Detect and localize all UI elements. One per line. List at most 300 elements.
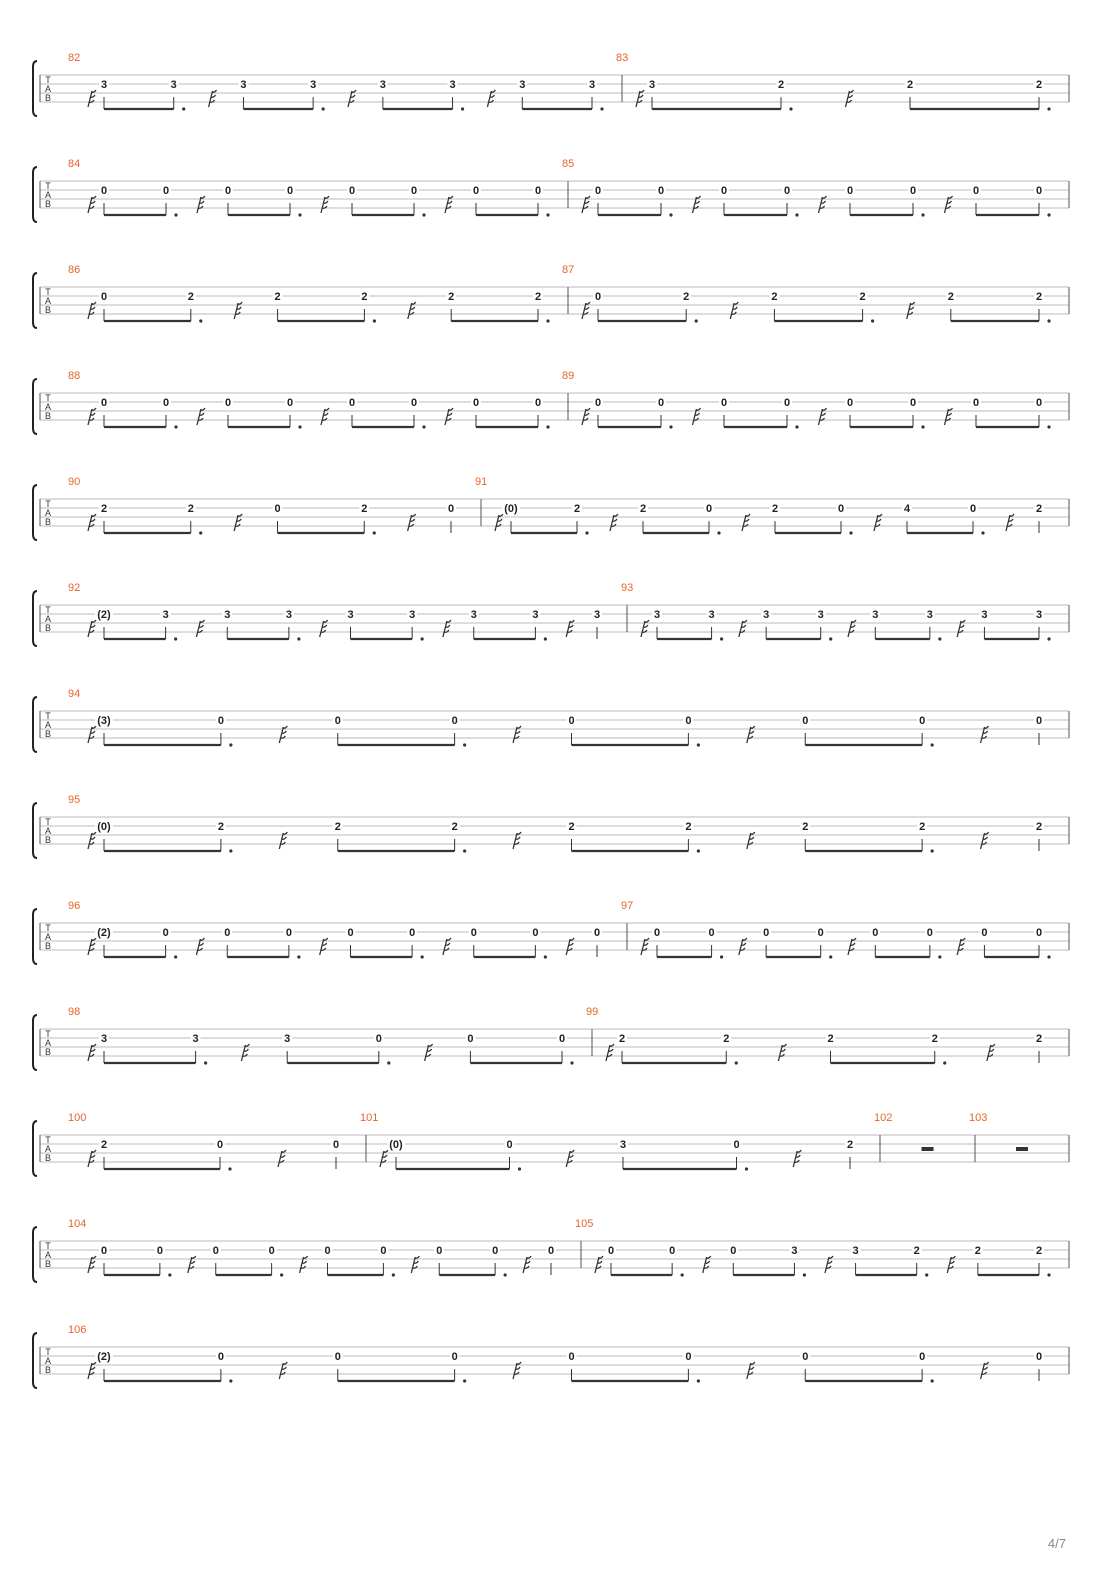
fret-number: 2	[568, 821, 575, 833]
fret-number: 0	[447, 503, 455, 515]
tab-clef-letter: A	[44, 720, 52, 730]
system-bracket	[33, 61, 37, 116]
fret-number: 2	[274, 291, 281, 303]
dotted-note-dot	[981, 531, 984, 534]
system-bracket	[33, 1121, 37, 1176]
fret-number: 3	[100, 1033, 108, 1045]
fret-number: 0	[657, 185, 665, 197]
fret-number: 0	[685, 715, 692, 727]
fret-number: 3	[532, 609, 539, 621]
measure-number: 91	[475, 476, 488, 488]
fret-number: 3	[981, 609, 988, 621]
dotted-note-dot	[921, 425, 924, 428]
dotted-note-dot	[925, 1273, 928, 1276]
fret-number: 0	[919, 1351, 926, 1363]
system-bracket	[33, 485, 37, 540]
dotted-note-dot	[392, 1273, 395, 1276]
fret-number: 3	[872, 609, 879, 621]
fret-number: 2	[771, 503, 779, 515]
tab-clef-letter: T	[45, 711, 51, 721]
system-bracket	[33, 909, 37, 964]
fret-number: 3	[593, 609, 601, 621]
fret-number: 0	[409, 927, 416, 939]
dotted-note-dot	[931, 743, 934, 746]
dotted-note-dot	[463, 849, 466, 852]
tab-clef-letter: A	[44, 84, 52, 94]
fret-number: 0	[1035, 185, 1043, 197]
tab-clef-letter: A	[44, 402, 52, 412]
fret-number: 2	[361, 291, 368, 303]
fret-number: 2	[1035, 1033, 1043, 1045]
fret-number: 0	[217, 1351, 224, 1363]
tab-clef-letter: A	[44, 1356, 52, 1366]
fret-number: 2	[100, 1139, 108, 1151]
fret-number: 0	[217, 715, 224, 727]
tab-clef-letter: B	[44, 835, 52, 845]
fret-number: 0	[348, 397, 356, 409]
fret-number: 0	[909, 185, 917, 197]
fret-number: 3	[470, 609, 477, 621]
tab-clef-letter: B	[44, 93, 52, 103]
fret-number: 0	[1035, 1351, 1043, 1363]
dotted-note-dot	[931, 849, 934, 852]
fret-number: 0	[324, 1245, 331, 1257]
dotted-note-dot	[1047, 213, 1050, 216]
fret-number: 0	[972, 397, 980, 409]
dotted-note-dot	[373, 531, 376, 534]
dotted-note-dot	[943, 1061, 946, 1064]
fret-number: 2	[534, 291, 542, 303]
dotted-note-dot	[570, 1061, 573, 1064]
dotted-note-dot	[921, 213, 924, 216]
fret-number: 0	[783, 397, 791, 409]
tab-clef-letter: A	[44, 932, 52, 942]
fret-number: 3	[763, 609, 770, 621]
fret-number: 2	[771, 291, 778, 303]
measure-number: 88	[68, 370, 81, 382]
dotted-note-dot	[849, 531, 852, 534]
fret-number: 0	[286, 397, 294, 409]
fret-number: 0	[594, 397, 602, 409]
tab-clef-letter: B	[44, 941, 52, 951]
fret-number: 0	[783, 185, 791, 197]
fret-number: 0	[334, 1351, 341, 1363]
fret-number: (2)	[97, 1351, 111, 1363]
fret-number: 0	[334, 715, 341, 727]
dotted-note-dot	[174, 955, 177, 958]
dotted-note-dot	[546, 319, 549, 322]
measure-number: 97	[621, 900, 634, 912]
fret-number: 0	[347, 927, 354, 939]
dotted-note-dot	[795, 425, 798, 428]
fret-number: 3	[588, 79, 596, 91]
dotted-note-dot	[168, 1273, 171, 1276]
system-bracket	[33, 167, 37, 222]
dotted-note-dot	[298, 425, 301, 428]
fret-number: (2)	[97, 927, 111, 939]
fret-number: 0	[212, 1245, 219, 1257]
fret-number: 0	[607, 1245, 615, 1257]
dotted-note-dot	[871, 319, 874, 322]
fret-number: 0	[348, 185, 356, 197]
system-bracket	[33, 591, 37, 646]
dotted-note-dot	[199, 531, 202, 534]
tab-clef-letter: B	[44, 517, 52, 527]
tab-clef-letter: B	[44, 199, 52, 209]
fret-number: 2	[639, 503, 647, 515]
dotted-note-dot	[720, 637, 723, 640]
dotted-note-dot	[297, 955, 300, 958]
fret-number: 0	[156, 1245, 163, 1257]
dotted-note-dot	[681, 1273, 684, 1276]
tab-clef-letter: T	[45, 923, 51, 933]
fret-number: 3	[519, 79, 526, 91]
fret-number: (0)	[97, 821, 111, 833]
fret-number: 0	[657, 397, 665, 409]
fret-number: 2	[1035, 821, 1043, 833]
fret-number: 0	[846, 397, 854, 409]
tab-clef-letter: A	[44, 614, 52, 624]
fret-number: 2	[1035, 291, 1043, 303]
fret-number: 0	[733, 1139, 740, 1151]
fret-number: 2	[334, 821, 341, 833]
system-bracket	[33, 1333, 37, 1388]
tab-clef-letter: B	[44, 305, 52, 315]
dotted-note-dot	[669, 425, 672, 428]
fret-number: 0	[926, 927, 933, 939]
fret-number: 0	[285, 927, 292, 939]
fret-number: 3	[285, 609, 292, 621]
dotted-note-dot	[931, 1379, 934, 1382]
fret-number: 2	[919, 821, 926, 833]
dotted-note-dot	[174, 213, 177, 216]
measure-number: 99	[586, 1006, 599, 1018]
tab-clef-letter: T	[45, 75, 51, 85]
fret-number: 3	[648, 79, 656, 91]
dotted-note-dot	[585, 531, 588, 534]
fret-number: 0	[380, 1245, 387, 1257]
measure-number: 85	[562, 158, 575, 170]
fret-number: 0	[224, 185, 232, 197]
fret-number: 2	[723, 1033, 730, 1045]
fret-number: 0	[1035, 397, 1043, 409]
fret-number: 3	[852, 1245, 859, 1257]
fret-number: (0)	[504, 503, 518, 515]
fret-number: 0	[837, 503, 845, 515]
fret-number: 0	[708, 927, 715, 939]
dotted-note-dot	[421, 637, 424, 640]
fret-number: 0	[981, 927, 988, 939]
tab-clef-letter: B	[44, 623, 52, 633]
fret-number: 0	[451, 1351, 458, 1363]
fret-number: 0	[472, 185, 480, 197]
fret-number: 0	[410, 185, 418, 197]
measure-number: 93	[621, 582, 634, 594]
dotted-note-dot	[504, 1273, 507, 1276]
fret-number: 0	[224, 397, 232, 409]
fret-number: 2	[827, 1033, 834, 1045]
fret-number: 3	[619, 1139, 627, 1151]
fret-number: 2	[217, 821, 224, 833]
fret-number: 3	[379, 79, 386, 91]
fret-number: 0	[162, 397, 170, 409]
fret-number: 3	[1035, 609, 1043, 621]
fret-number: 3	[409, 609, 416, 621]
fret-number: 0	[224, 927, 231, 939]
fret-number: 0	[594, 291, 602, 303]
fret-number: 0	[972, 185, 980, 197]
tab-clef-letter: A	[44, 1250, 52, 1260]
fret-number: 3	[310, 79, 317, 91]
fret-number: 2	[913, 1245, 920, 1257]
fret-number: 0	[100, 397, 108, 409]
fret-number: 2	[187, 291, 194, 303]
fret-number: 0	[274, 503, 281, 515]
dotted-note-dot	[669, 213, 672, 216]
dotted-note-dot	[717, 531, 720, 534]
dotted-note-dot	[322, 107, 325, 110]
dotted-note-dot	[829, 955, 832, 958]
fret-number: 3	[192, 1033, 199, 1045]
dotted-note-dot	[229, 743, 232, 746]
fret-number: 0	[472, 397, 480, 409]
fret-number: (0)	[389, 1139, 403, 1151]
fret-number: 2	[448, 291, 455, 303]
system-bracket	[33, 273, 37, 328]
fret-number: 2	[618, 1033, 626, 1045]
measure-number: 90	[68, 476, 81, 488]
fret-number: 0	[919, 715, 926, 727]
measure-number: 96	[68, 900, 81, 912]
dotted-note-dot	[174, 425, 177, 428]
tab-clef-letter: B	[44, 1153, 52, 1163]
dotted-note-dot	[546, 425, 549, 428]
measure-number: 92	[68, 582, 81, 594]
measure-number: 101	[360, 1112, 379, 1124]
fret-number: 0	[100, 185, 108, 197]
fret-number: 4	[903, 503, 911, 515]
fret-number: 2	[361, 503, 368, 515]
whole-rest-symbol	[1016, 1147, 1028, 1151]
dotted-note-dot	[544, 637, 547, 640]
tab-clef-letter: A	[44, 508, 52, 518]
fret-number: 0	[653, 927, 661, 939]
fret-number: 0	[720, 397, 728, 409]
dotted-note-dot	[600, 107, 603, 110]
measure-number: 94	[68, 688, 81, 700]
measure-number: 95	[68, 794, 81, 806]
tab-clef-letter: T	[45, 181, 51, 191]
system-bracket	[33, 1227, 37, 1282]
fret-number: 2	[1035, 503, 1043, 515]
dotted-note-dot	[298, 213, 301, 216]
fret-number: 2	[1035, 1245, 1043, 1257]
dotted-note-dot	[421, 955, 424, 958]
fret-number: 0	[492, 1245, 499, 1257]
fret-number: 0	[436, 1245, 443, 1257]
fret-number: 0	[410, 397, 418, 409]
fret-number: 3	[284, 1033, 291, 1045]
fret-number: 3	[224, 609, 231, 621]
tab-clef-letter: B	[44, 1365, 52, 1375]
fret-number: 3	[100, 79, 108, 91]
fret-number: 0	[763, 927, 770, 939]
fret-number: 0	[669, 1245, 676, 1257]
measure-number: 100	[68, 1112, 87, 1124]
fret-number: 2	[846, 1139, 854, 1151]
fret-number: 0	[534, 185, 542, 197]
dotted-note-dot	[182, 107, 185, 110]
tab-clef-letter: B	[44, 1047, 52, 1057]
dotted-note-dot	[697, 1379, 700, 1382]
measure-number: 104	[68, 1218, 87, 1230]
dotted-note-dot	[463, 1379, 466, 1382]
fret-number: 3	[708, 609, 715, 621]
fret-number: (2)	[97, 609, 111, 621]
system-bracket	[33, 1015, 37, 1070]
tab-clef-letter: T	[45, 817, 51, 827]
tab-clef-letter: T	[45, 1135, 51, 1145]
dotted-note-dot	[463, 743, 466, 746]
dotted-note-dot	[938, 637, 941, 640]
tab-clef-letter: A	[44, 1038, 52, 1048]
measure-number: 105	[575, 1218, 594, 1230]
fret-number: 0	[547, 1245, 555, 1257]
fret-number: 0	[470, 927, 477, 939]
fret-number: 2	[683, 291, 690, 303]
dotted-note-dot	[1047, 637, 1050, 640]
dotted-note-dot	[518, 1167, 521, 1170]
fret-number: 2	[906, 79, 914, 91]
tab-clef-letter: B	[44, 729, 52, 739]
dotted-note-dot	[546, 213, 549, 216]
fret-number: 2	[685, 821, 692, 833]
fret-number: 2	[947, 291, 954, 303]
fret-number: 0	[162, 185, 170, 197]
fret-number: 0	[705, 503, 713, 515]
dotted-note-dot	[1047, 955, 1050, 958]
tab-clef-letter: B	[44, 1259, 52, 1269]
fret-number: 0	[594, 185, 602, 197]
dotted-note-dot	[1047, 319, 1050, 322]
dotted-note-dot	[228, 1167, 231, 1170]
fret-number: 0	[216, 1139, 224, 1151]
tab-clef-letter: T	[45, 1029, 51, 1039]
measure-number: 84	[68, 158, 81, 170]
fret-number: 0	[846, 185, 854, 197]
page-number: 4/7	[1047, 1536, 1066, 1551]
fret-number: 2	[802, 821, 809, 833]
fret-number: 2	[1035, 79, 1043, 91]
dotted-note-dot	[297, 637, 300, 640]
fret-number: 0	[909, 397, 917, 409]
fret-number: 0	[162, 927, 169, 939]
dotted-note-dot	[280, 1273, 283, 1276]
dotted-note-dot	[795, 213, 798, 216]
fret-number: 3	[926, 609, 933, 621]
fret-number: 3	[653, 609, 661, 621]
fret-number: 0	[720, 185, 728, 197]
measure-number: 102	[874, 1112, 893, 1124]
dotted-note-dot	[174, 637, 177, 640]
dotted-note-dot	[735, 1061, 738, 1064]
fret-number: 0	[730, 1245, 737, 1257]
dotted-note-dot	[461, 107, 464, 110]
dotted-note-dot	[789, 107, 792, 110]
fret-number: 0	[802, 1351, 809, 1363]
fret-number: 0	[1035, 927, 1043, 939]
dotted-note-dot	[199, 319, 202, 322]
fret-number: 0	[506, 1139, 513, 1151]
tab-clef-letter: A	[44, 1144, 52, 1154]
fret-number: 3	[791, 1245, 798, 1257]
tab-clef-letter: A	[44, 190, 52, 200]
fret-number: 0	[286, 185, 294, 197]
fret-number: 0	[332, 1139, 340, 1151]
fret-number: 2	[573, 503, 581, 515]
tab-clef-letter: T	[45, 499, 51, 509]
dotted-note-dot	[829, 637, 832, 640]
whole-rest-symbol	[922, 1147, 934, 1151]
measure-number: 89	[562, 370, 575, 382]
fret-number: 2	[974, 1245, 981, 1257]
tab-clef-letter: T	[45, 393, 51, 403]
tab-clef-letter: B	[44, 411, 52, 421]
fret-number: 0	[100, 1245, 108, 1257]
fret-number: 0	[532, 927, 539, 939]
measure-number: 103	[969, 1112, 988, 1124]
fret-number: 3	[162, 609, 169, 621]
fret-number: 0	[568, 1351, 575, 1363]
measure-number: 83	[616, 52, 629, 64]
fret-number: 0	[467, 1033, 474, 1045]
fret-number: 0	[375, 1033, 382, 1045]
fret-number: 0	[1035, 715, 1043, 727]
fret-number: 0	[568, 715, 575, 727]
dotted-note-dot	[204, 1061, 207, 1064]
tab-clef-letter: T	[45, 287, 51, 297]
fret-number: 2	[187, 503, 194, 515]
measure-number: 98	[68, 1006, 81, 1018]
dotted-note-dot	[697, 743, 700, 746]
fret-number: 0	[802, 715, 809, 727]
measure-number: 82	[68, 52, 81, 64]
measure-number: 86	[68, 264, 81, 276]
dotted-note-dot	[544, 955, 547, 958]
system-bracket	[33, 697, 37, 752]
fret-number: 3	[817, 609, 824, 621]
dotted-note-dot	[229, 849, 232, 852]
tab-clef-letter: A	[44, 296, 52, 306]
fret-number: 3	[347, 609, 354, 621]
dotted-note-dot	[938, 955, 941, 958]
dotted-note-dot	[695, 319, 698, 322]
fret-number: 2	[451, 821, 458, 833]
fret-number: 0	[558, 1033, 566, 1045]
fret-number: 0	[817, 927, 824, 939]
fret-number: 0	[100, 291, 108, 303]
tab-clef-letter: A	[44, 826, 52, 836]
dotted-note-dot	[1047, 107, 1050, 110]
dotted-note-dot	[1047, 1273, 1050, 1276]
dotted-note-dot	[745, 1167, 748, 1170]
fret-number: 0	[268, 1245, 275, 1257]
tab-clef-letter: T	[45, 605, 51, 615]
fret-number: 0	[872, 927, 879, 939]
fret-number: 3	[170, 79, 177, 91]
system-bracket	[33, 379, 37, 434]
dotted-note-dot	[803, 1273, 806, 1276]
